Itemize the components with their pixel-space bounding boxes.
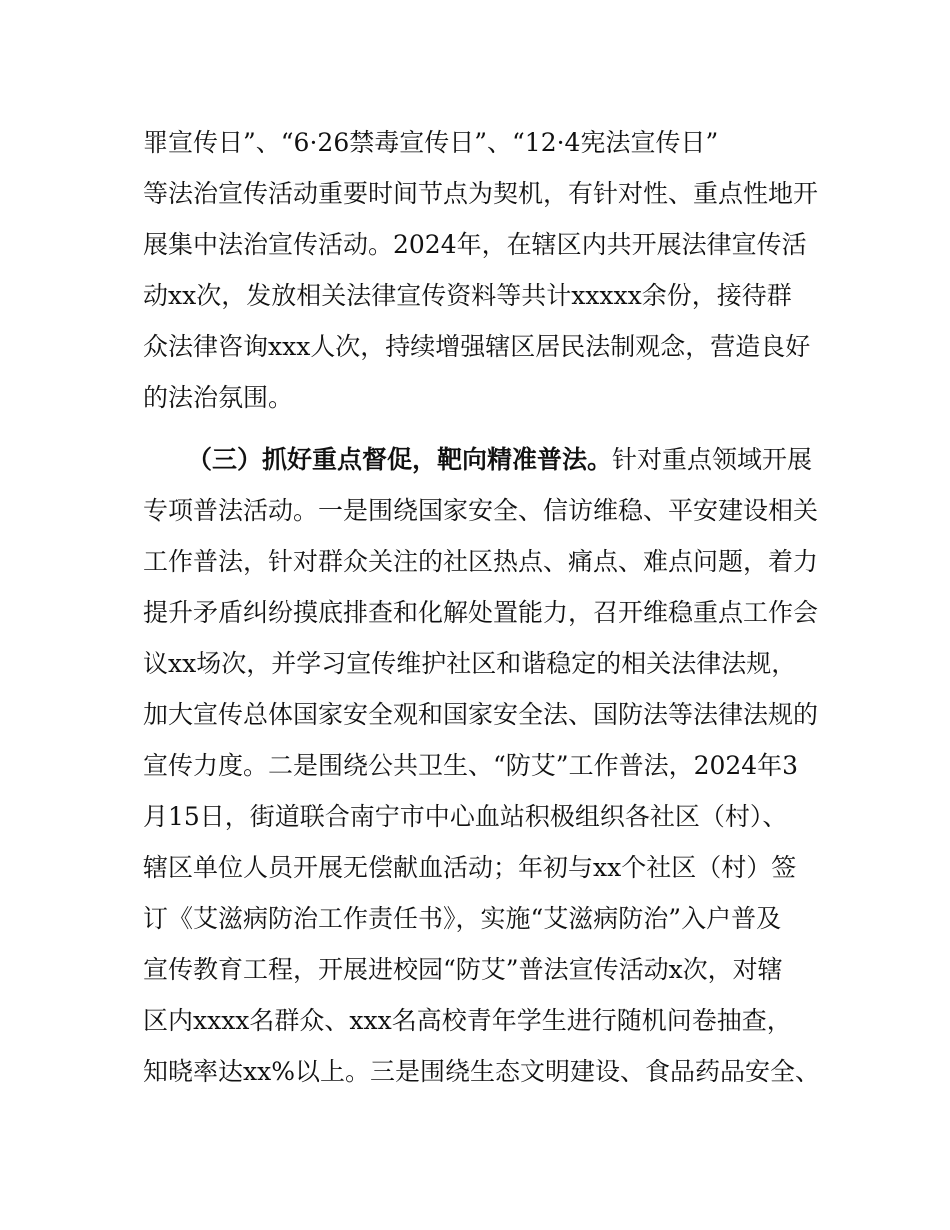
paragraph-line: 加大宣传总体国家安全观和国家安全法、国防法等法律法规的	[143, 700, 819, 729]
paragraph-line: 区内xxxx名群众、xxx名高校青年学生进行随机问卷抽查，	[143, 1006, 792, 1035]
paragraph-line: 宣传力度。二是围绕公共卫生、“防艾”工作普法，2024年3	[143, 751, 799, 780]
section-heading: （三）抓好重点督促，靶向精准普法。	[187, 445, 613, 474]
paragraph-line: 议xx场次，并学习宣传维护社区和谐稳定的相关法律法规，	[143, 649, 797, 678]
paragraph-first-line	[187, 434, 812, 485]
paragraph-line: 专项普法活动。一是围绕国家安全、信访维稳、平安建设相关	[143, 496, 819, 525]
paragraph-line: 辖区单位人员开展无偿献血活动；年初与xx个社区（村）签	[143, 853, 797, 882]
paragraph-line: 工作普法，针对群众关注的社区热点、痛点、难点问题，着力	[143, 547, 819, 576]
paragraph-text: 针对重点领域开展	[612, 445, 813, 474]
paragraph-line: 等法治宣传活动重要时间节点为契机，有针对性、重点性地开	[143, 179, 819, 208]
paragraph-line: 罪宣传日”、“6·26禁毒宣传日”、“12·4宪法宣传日”	[143, 128, 719, 157]
paragraph-line: 订《艾滋病防治工作责任书》，实施“艾滋病防治”入户普及	[143, 904, 782, 933]
paragraph-line: 的法治氛围。	[143, 383, 294, 412]
paragraph-line: 动xx次，发放相关法律宣传资料等共计xxxxx余份，接待群	[143, 281, 792, 310]
paragraph-line: 月15日，街道联合南宁市中心血站积极组织各社区（村）、	[143, 802, 788, 831]
paragraph-line: 宣传教育工程，开展进校园“防艾”普法宣传活动x次，对辖	[143, 955, 783, 984]
paragraph-line: 展集中法治宣传活动。2024年，在辖区内共开展法律宣传活	[143, 230, 807, 259]
paragraph-line: 提升矛盾纠纷摸底排查和化解处置能力，召开维稳重点工作会	[143, 598, 819, 627]
paragraph-line: 知晓率达xx%以上。三是围绕生态文明建设、食品药品安全、	[143, 1057, 820, 1086]
paragraph-line: 众法律咨询xxx人次，持续增强辖区居民法制观念，营造良好	[143, 332, 811, 361]
